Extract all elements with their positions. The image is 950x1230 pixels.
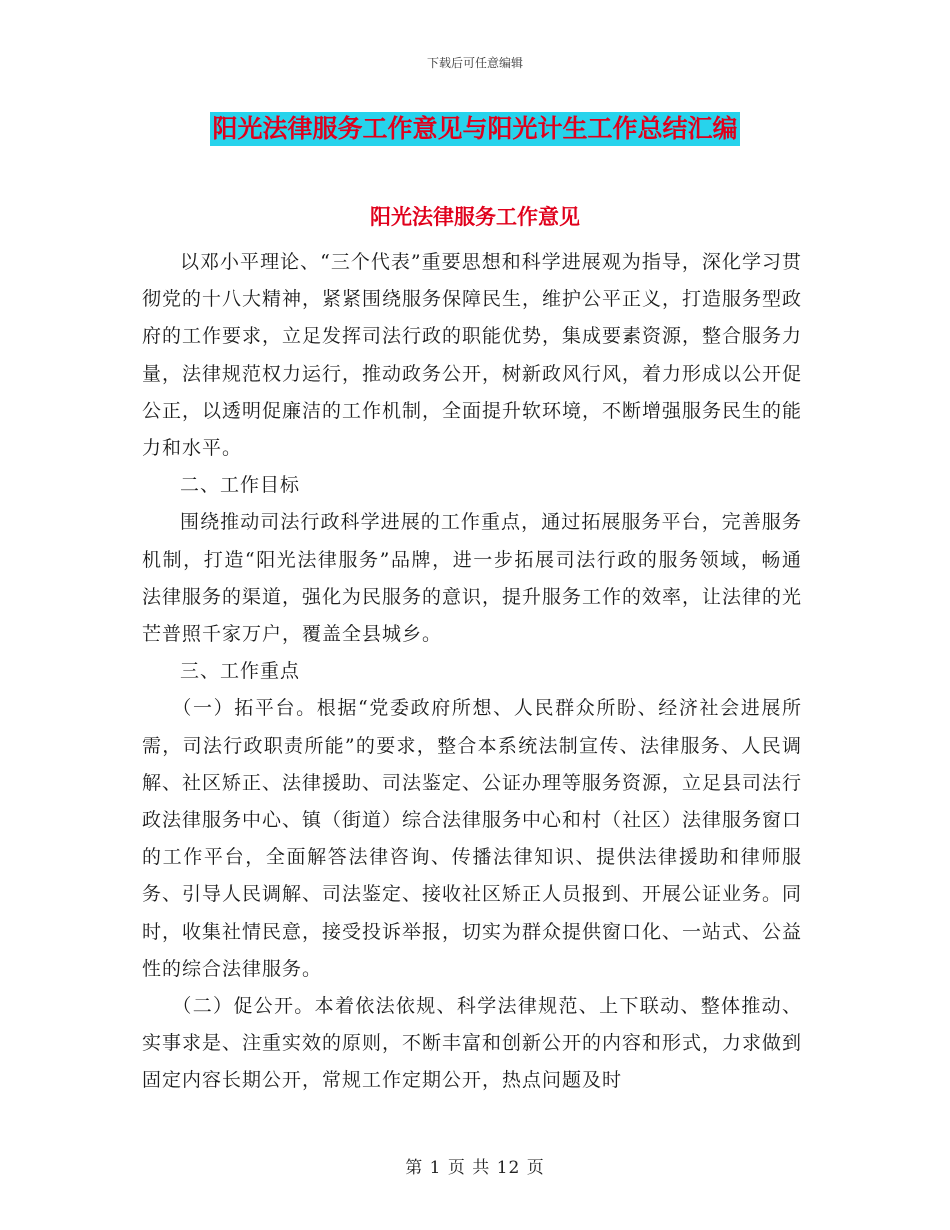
page-header-note: 下载后可任意编辑 xyxy=(426,56,523,70)
page-number-footer: 第 1 页 共 12 页 xyxy=(405,1158,545,1178)
paragraph-work-goals: 围绕推动司法行政科学进展的工作重点，通过拓展服务平台，完善服务机制，打造“阳光法律服务”品牌，进一步拓展司法行政的服务领域，畅通法律服务的渠道，强化为民服务的意识，提升服务工作的效率，让法律的光芒普照千家万户，覆盖全县城乡。 xyxy=(142,511,803,646)
document-title-wrapper xyxy=(0,112,950,146)
document-title: 阳光法律服务工作意见与阳光计生工作总结汇编 xyxy=(210,112,739,146)
paragraph-promote-openness: （二）促公开。本着依法依规、科学法律规范、上下联动、整体推动、实事求是、注重实效的原则，不断丰富和创新公开的内容和形式，力求做到固定内容长期公开，常规工作定期公开，热点问题及时 xyxy=(142,995,803,1092)
paragraph-guiding-ideology: 以邓小平理论、“三个代表”重要思想和科学进展观为指导，深化学习贯彻党的十八大精神，紧紧围绕服务保障民生，维护公平正义，打造服务型政府的工作要求，立足发挥司法行政的职能优势，集成要素资源，整合服务力量，法律规范权力运行，推动政务公开，树新政风行风，着力形成以公开促公正，以透明促廉洁的工作机制，全面提升软环境，不断增强服务民生的能力和水平。 xyxy=(142,251,803,460)
paragraph-expand-platform: （一）拓平台。根据“党委政府所想、人民群众所盼、经济社会进展所需，司法行政职责所能”的要求，整合本系统法制宣传、法律服务、人民调解、社区矫正、法律援助、司法鉴定、公证办理等服务资源，立足县司法行政法律服务中心、镇（街道）综合法律服务中心和村（社区）法律服务窗口的工作平台，全面解答法律咨询、传播法律知识、提供法律援助和律师服务、引导人民调解、司法鉴定、接收社区矫正人员报到、开展公证业务。同时，收集社情民意，接受投诉举报，切实为群众提供窗口化、一站式、公益性的综合法律服务。 xyxy=(142,697,803,980)
heading-work-goals: 二、工作目标 xyxy=(180,474,301,497)
section-title: 阳光法律服务工作意见 xyxy=(370,204,580,229)
heading-work-focus: 三、工作重点 xyxy=(180,660,301,683)
document-body xyxy=(142,244,802,1100)
